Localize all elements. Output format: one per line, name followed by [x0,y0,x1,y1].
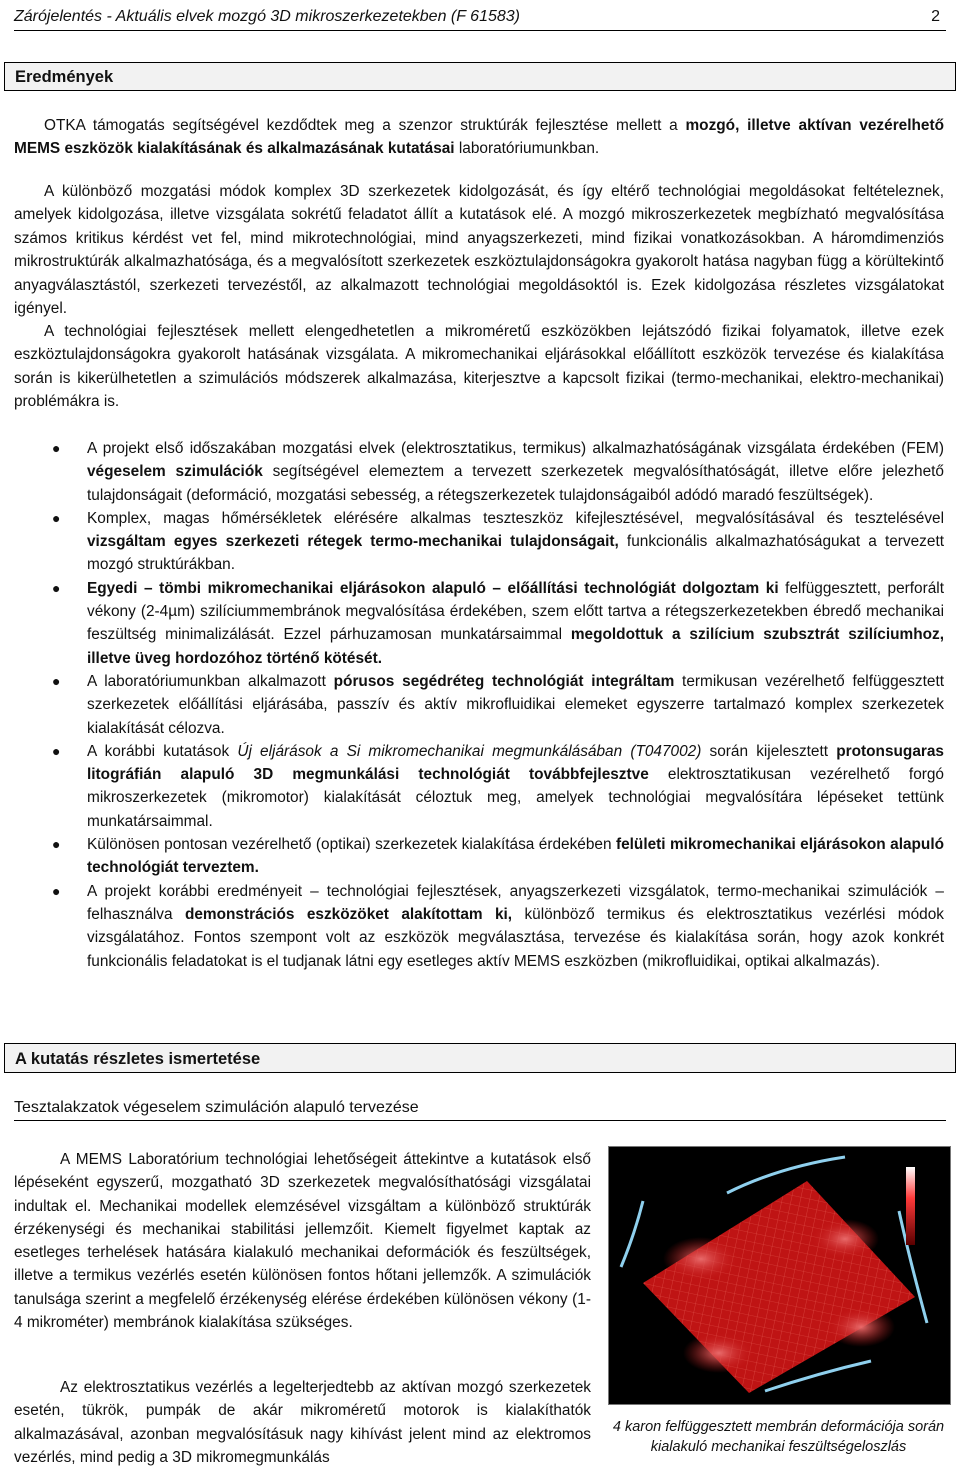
bullet-icon: ● [52,672,61,689]
page-header [14,4,946,31]
stress-hotspot [811,1219,879,1259]
list-item: ● Különösen pontosan vezérelhető (optikai) szerkezetek kialakítása érdekében felületi mikromechanikai eljárásokon alapuló technológiát terveztem. [14,833,944,880]
list-item: ● A projekt első időszakában mozgatási elvek (elektrosztatikus, termikus) alkalmazhatóságának vizsgálata érdekében (FEM) végeselem szimulációk segítségével elemeztem a tervezett szerkezetek megvalósíthatóságát, illetve előre jelezhető tulajdonságait (deformáció, mozgatási sebesség, a rétegszerkezetek tulajdonságaiból adódó maradó feszültségek). [14,437,944,507]
list-item: ● A laboratóriumunkban alkalmazott pórusos segédréteg technológiát integráltam termikusan vezérelhető felfüggesztett szerkezetek előállítási eljárásába, passzív és aktív mikrofluidikai elemeket egyszerre tartalmazó komplex szerkezetek kialakítását célozva. [14,670,944,740]
results-paragraph-2: A különböző mozgatási módok komplex 3D szerkezetek kidolgozását, és így eltérő technológiai megoldásokat feltételeznek, amelyek kidolgozása, illetve vizsgálata sokrétű feladatot állít a kutatások elé. A mozgó mikroszerkezetek megbízható megvalósítása számos kritikus kérdést vet fel, mind mikrotechnológiai, mind anyagszerkezeti, mind fizikai vonatkozásokban. A háromdimenziós mikrostruktúrák alkalmazhatósága, és a megvalósított szerkezetek eszköztulajdonságokra gyakorolt hatása nagyban függ a körültekintő anyagválasztástól, szerkezeti tervezéstől, az alkalmazott technológiai megoldásoktól is. Ezek kidolgozása részletes vizsgálatokat igényel. [14,183,944,318]
fem-simulation-figure [608,1146,951,1405]
section-heading-details: A kutatás részletes ismertetése [4,1043,956,1073]
stress-hotspot [827,1307,895,1347]
details-paragraph-2: Az elektrosztatikus vezérlés a legelterjedtebb az aktívan mozgó szerkezetek esetén, tükrök, pumpák de akár mikroméretű motorok is kialakíthatók alkalmazásával, azonban megvalósításuk nagy kihívást jelent mind az elektromos vezérlés, mind pedig a 3D mikromegmunkálás [14,1379,591,1466]
bullet-icon: ● [52,742,61,759]
list-item: ● A korábbi kutatások Új eljárások a Si mikromechanikai megmunkálásában (T047002) során kijelesztett protonsugaras litográfián alapuló 3D megmunkálási technológiát továbbfejlesztve elektrosztatikusan vezérelhető forgó mikroszerkezetek (mikromotor) kialakítását céloztuk meg, amelyek technológiai megvalósítára lépéseket tettünk munkatársaimmal. [14,740,944,833]
membrane-mesh [643,1181,915,1393]
bullet-icon: ● [52,882,61,899]
color-scale-legend [906,1167,915,1245]
bullet-icon: ● [52,440,61,456]
stress-hotspot [683,1333,755,1373]
results-bullet-list [14,437,944,973]
header-title: Zárójelentés - Aktuális elvek mozgó 3D mikroszerkezetekben (F 61583) [14,8,520,25]
bullet-icon: ● [52,579,61,596]
stress-hotspot [663,1237,739,1281]
list-item: ● Egyedi – tömbi mikromechanikai eljárásokon alapuló – előállítási technológiát dolgoztam ki felfüggesztett, perforált vékony (2-4µm) szilíciummembránok megvalósítása érdekében, szem előtt tartva a rétegszerkezetekben ébredő mechanikai feszültség minimalizálását. Ezzel párhuzamosan munkatársaimmal megoldottuk a szilícium szubsztrát szilíciumhoz, illetve üveg hordozóhoz történő kötését. [14,577,944,670]
details-paragraph-1: A MEMS Laboratórium technológiai lehetőségeit áttekintve a kutatások első lépéseként egyszerű, mozgatható 3D szerkezetek megvalósíthatósági vizsgálatai indultak el. Mechanikai modellek elemzésével vizsgáltam a különböző struktúrák érzékenységi és mechanikai stabilitási jellemzőit. Kiemelt figyelmet kaptak az esetleges terhelések hatására kialakuló mechanikai deformációk és feszültségek, illetve a termikus vezérlés esetén különösen fontos hőtani jellemzők. A szimulációk tanulsága szerint a megfelelő érzékenység elérése érdekében különösen vékony (1-4 mikrométer) membránok kialakítása szükséges. [14,1151,591,1332]
suspension-arm [727,1157,845,1193]
figure-caption: 4 karon felfüggesztett membrán deformációja során kialakuló mechanikai feszültségeloszlás [612,1419,945,1455]
page-number: 2 [931,8,940,25]
subsection-heading: Tesztalakzatok végeselem szimuláción alapuló tervezése [14,1093,946,1121]
suspension-arm [621,1201,643,1267]
list-item: ● Komplex, magas hőmérsékletek elérésére alkalmas teszteszköz kifejlesztésével, megvalósításával és tesztelésével vizsgáltam egyes szerkezeti rétegek termo-mechanikai tulajdonságait, funkcionális alkalmazhatóságukat a tervezett mozgó struktúrákban. [14,507,944,577]
bullet-icon: ● [52,836,61,853]
results-paragraph-3: A technológiai fejlesztések mellett elengedhetetlen a mikroméretű eszközökben lejátszódó fizikai folyamatok, illetve ezek eszköztulajdonságokra gyakorolt hatásának vizsgálata. A mikromechanikai eljárásokkal előállított eszközök tervezése és kialakítása során is kikerülhetetlen a szimulációs módszerek alkalmazása, kiterjesztve a kapcsolt fizikai (termo-mechanikai, elektro-mechanikai) problémákra is. [14,323,944,411]
section-heading-results: Eredmények [4,62,956,91]
stress-distribution-render [609,1147,950,1404]
list-item: ● A projekt korábbi eredményeit – technológiai fejlesztések, anyagszerkezeti vizsgálatok, termo-mechanikai szimulációk – felhasználva demonstrációs eszközöket alakítottam ki, különböző termikus és elektrosztatikus vezérlési módok vizsgálatához. Fontos szempont volt az eszközök megválasztása, tervezése és kialakítása során, hogy azok konkrét funkcionális feladatokat is el tudjanak látni egy esetleges aktív MEMS eszközben (mikrofluidikai, optikai alkalmazás). [14,880,944,973]
bullet-icon: ● [52,509,61,526]
results-paragraph-1: OTKA támogatás segítségével kezdődtek meg a szenzor struktúrák fejlesztése mellett a mozgó, illetve aktívan vezérelhető MEMS eszközök kialakításának és alkalmazásának kutatásai laboratóriumunkban. [14,117,945,158]
